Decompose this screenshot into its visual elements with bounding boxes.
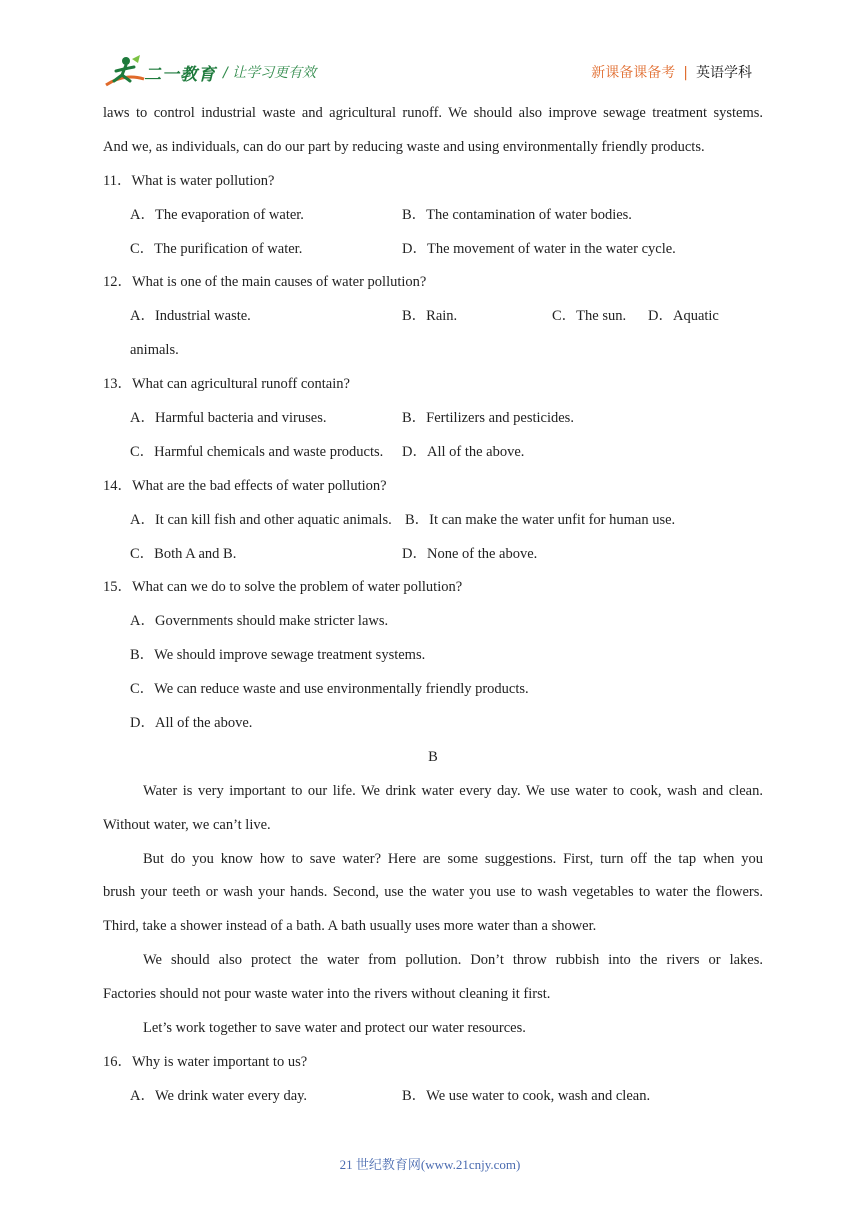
question-13-options-row-2 [103,436,763,470]
question-12-options-row [103,300,763,334]
question-11-options-row-1 [103,199,763,233]
question-11-options-row-2 [103,233,763,267]
question-15-stem: 15．What can we do to solve the problem of water pollution? [103,579,463,596]
option-a: A．Industrial waste. [130,308,251,325]
passage-line: Without water, we can’t live. [103,816,271,833]
header-slogan: / 让学习更有效 [223,65,317,81]
option-d: D．All of the above. [130,715,253,732]
option-a: A．Harmful bacteria and viruses. [130,410,327,427]
header-separator: | [683,65,688,81]
header-subject: 英语学科 [696,65,752,81]
option-a: A．The evaporation of water. [130,206,304,223]
header-course: 新课备课备考 [591,65,676,81]
header-right [591,62,752,82]
question-14-options-row-1 [103,504,763,538]
question-11-stem: 11．What is water pollution? [103,172,275,189]
option-d: D．None of the above. [402,545,538,562]
document-body [103,97,763,1114]
option-b: B．Rain. [402,308,458,325]
option-c: C．The sun. [552,308,627,325]
option-b: B．We use water to cook, wash and clean. [402,1087,651,1104]
option-c: C．Both A and B. [130,545,237,562]
question-14-stem: 14．What are the bad effects of water pollution? [103,477,387,494]
question-13-options-row-1 [103,402,763,436]
page-footer: 21 世纪教育网(www.21cnjy.com) [339,1157,521,1172]
option-d-continued: animals. [130,342,179,359]
question-16-options-row-1 [103,1080,763,1114]
option-a: A．It can kill fish and other aquatic animals. [130,511,392,528]
option-c: C．Harmful chemicals and waste products. [130,443,384,460]
logo-text: 二一教育 [144,65,216,85]
section-title: B [428,748,438,765]
option-c: C．The purification of water. [130,240,303,257]
question-16-stem: 16．Why is water important to us? [103,1053,308,1070]
option-b: B．It can make the water unfit for human use. [405,511,676,528]
option-d: D．Aquatic [648,308,719,325]
passage-line: Water is very important to our life. We drink water every day. We use water to cook, wash and clean. [143,782,763,799]
option-d: D．The movement of water in the water cycle. [402,240,676,257]
passage-line: Third, take a shower instead of a bath. A bath usually uses more water than a shower. [103,918,597,935]
option-b: B．Fertilizers and pesticides. [402,410,574,427]
option-a: A．We drink water every day. [130,1087,308,1104]
option-c: C．We can reduce waste and use environmentally friendly products. [130,681,529,698]
option-a: A．Governments should make stricter laws. [130,613,389,630]
option-b: B．The contamination of water bodies. [402,206,632,223]
option-d: D．All of the above. [402,443,525,460]
question-14-options-row-2 [103,538,763,572]
passage-line: Let’s work together to save water and protect our water resources. [143,1020,526,1037]
passage-line: And we, as individuals, can do our part by reducing waste and using environmentally friendly products. [103,138,705,155]
passage-line: laws to control industrial waste and agricultural runoff. We should also improve sewage treatment systems. [103,105,763,121]
passage-line: Factories should not pour waste water into the rivers without cleaning it first. [103,986,551,1003]
passage-line: brush your teeth or wash your hands. Second, use the water you use to wash vegetables to water the flowers. [103,884,763,901]
page-header [0,0,860,100]
passage-line: But do you know how to save water? Here are some suggestions. First, turn off the tap when you [143,850,763,867]
question-12-stem: 12．What is one of the main causes of water pollution? [103,274,427,291]
option-b: B．We should improve sewage treatment systems. [130,647,426,664]
passage-line: We should also protect the water from pollution. Don’t throw rubbish into the rivers or lakes. [143,952,763,969]
question-13-stem: 13．What can agricultural runoff contain? [103,376,350,393]
